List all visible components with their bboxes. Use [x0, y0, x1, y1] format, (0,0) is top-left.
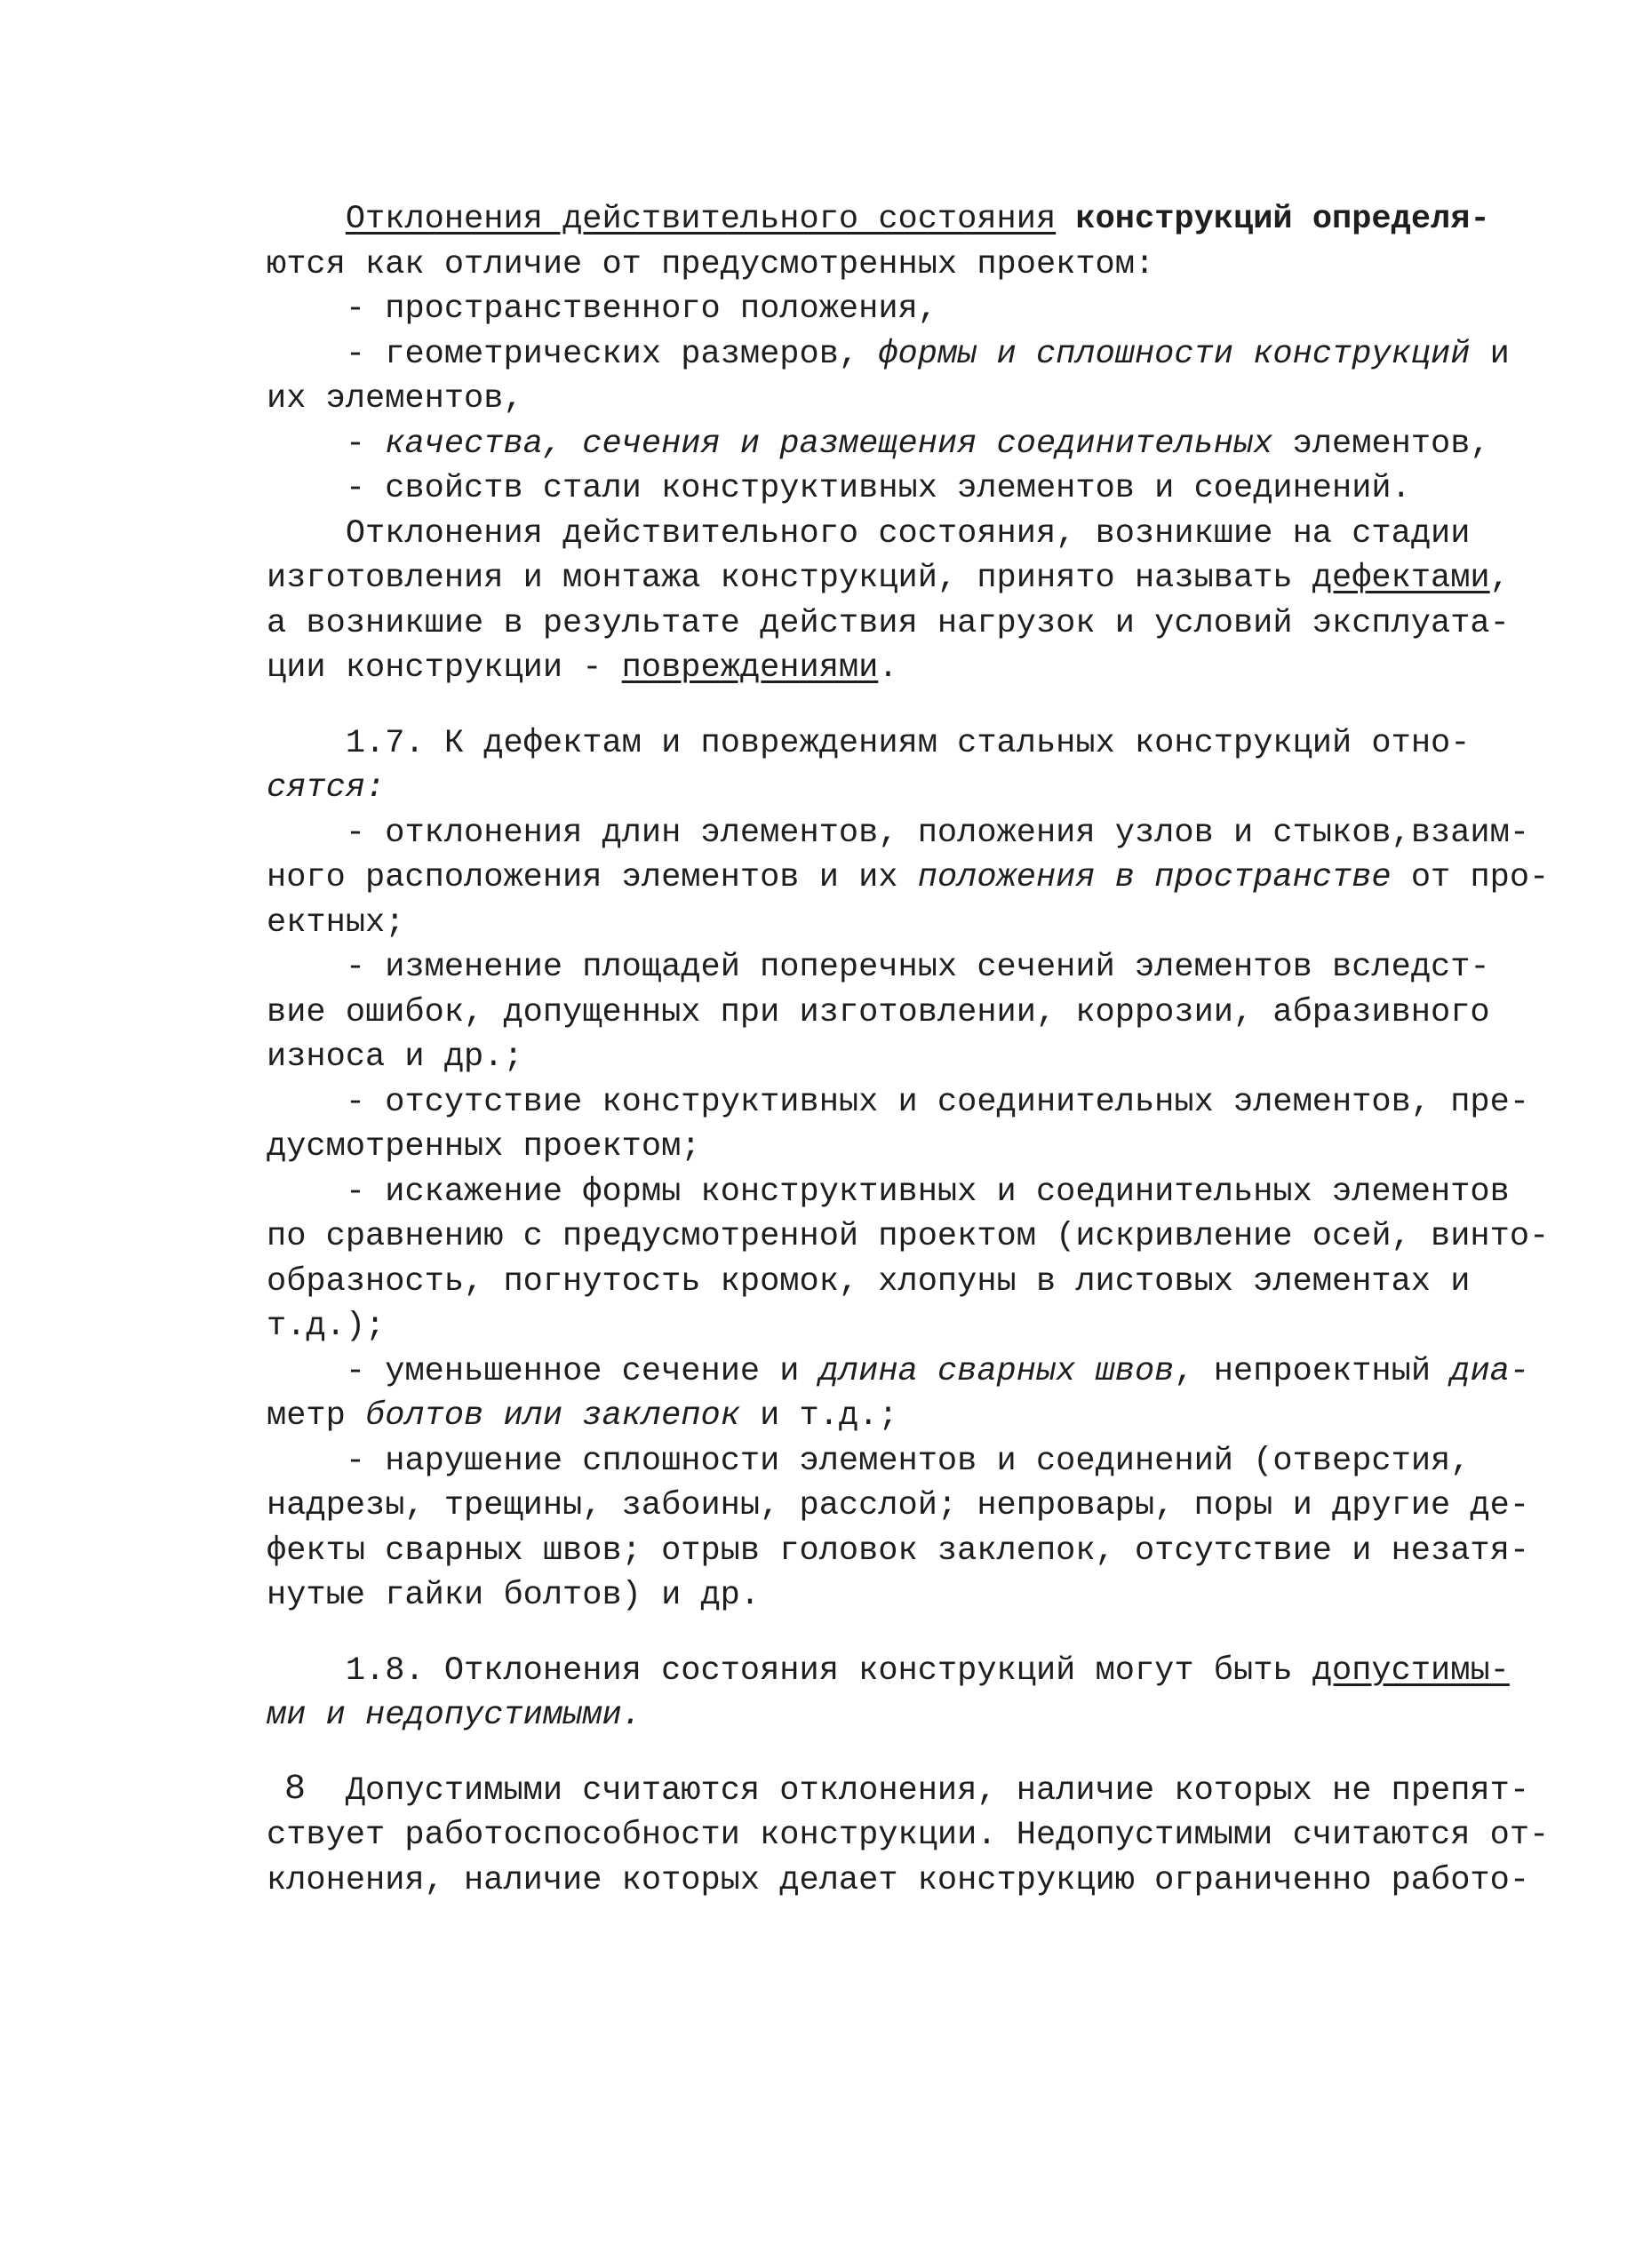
text-segment: - отсутствие конструктивных и соединительных элементов, пре-	[345, 1083, 1530, 1121]
text-line	[267, 1394, 1466, 1439]
text-line	[267, 1080, 1530, 1126]
text-line	[267, 1573, 1466, 1619]
text-segment: клонения, наличие которых делает конструкцию ограниченно работо-	[267, 1861, 1530, 1899]
text-segment: образность, погнутость кромок, хлопуны в листовых элементах и	[267, 1262, 1471, 1301]
text-segment: положения в пространстве	[917, 859, 1392, 896]
text-segment: дусмотренных проектом;	[267, 1128, 701, 1166]
text-segment: ствует работоспособности конструкции. Недопустимыми считаются от-	[267, 1817, 1550, 1854]
text-segment: ектных;	[267, 903, 405, 942]
text-line	[267, 1693, 1466, 1739]
text-segment: качества, сечения и размещения соединительных	[385, 425, 1273, 463]
text-segment: Отклонения действительного состояния	[345, 201, 1057, 238]
text-segment: допустимы-	[1312, 1651, 1510, 1690]
text-line	[267, 1439, 1471, 1484]
text-line	[267, 811, 1530, 856]
text-segment: ются как отличие от предусмотренных проектом:	[267, 245, 1155, 283]
text-line	[267, 422, 1490, 467]
text-line	[267, 512, 1471, 557]
text-segment: фекты сварных швов; отрыв головок заклепок, отсутствие и незатя-	[267, 1532, 1530, 1570]
text-line	[267, 646, 1466, 691]
body-text	[267, 197, 1550, 1903]
text-segment: ции конструкции -	[267, 649, 622, 687]
text-segment: - пространственного положения,	[345, 290, 937, 328]
text-line	[267, 1125, 1466, 1170]
text-segment: 1.8. Отклонения состояния конструкций могут быть	[345, 1651, 1312, 1690]
text-segment: а возникшие в результате действия нагрузок и условий эксплуата-	[267, 604, 1510, 642]
text-segment: диа-	[1450, 1352, 1530, 1390]
text-line	[267, 1304, 1466, 1349]
text-segment: конструкций определя-	[1056, 201, 1490, 238]
text-segment: по сравнению с предусмотренной проектом (искривление осей, винто-	[267, 1218, 1550, 1255]
text-segment: .	[878, 649, 898, 687]
text-line	[267, 991, 1490, 1036]
page-number: 8	[284, 1770, 307, 1810]
text-line	[267, 466, 1466, 512]
text-segment: сятся:	[267, 769, 386, 807]
text-segment: - отклонения длин элементов, положения узлов и стыков,взаим-	[345, 814, 1530, 852]
text-segment: от про-	[1391, 859, 1550, 896]
text-segment: болтов или заклепок	[365, 1397, 740, 1435]
text-segment: надрезы, трещины, забоины, расслой; непровары, поры и другие де-	[267, 1487, 1530, 1524]
text-segment: формы и сплошности конструкций	[878, 335, 1471, 373]
text-segment: их элементов,	[267, 380, 523, 418]
text-line	[267, 1858, 1530, 1904]
text-line	[267, 1035, 1466, 1080]
text-segment: - геометрических размеров,	[345, 335, 879, 373]
text-line	[267, 243, 1466, 288]
text-segment: Отклонения действительного состояния, возникшие на стадии	[345, 514, 1471, 553]
text-segment: - уменьшенное сечение и	[345, 1352, 819, 1390]
text-segment: вие ошибок, допущенных при изготовлении, коррозии, абразивного	[267, 993, 1490, 1031]
text-line	[267, 556, 1510, 601]
text-segment: - изменение площадей поперечных сечений элементов вследст-	[345, 949, 1490, 986]
text-line	[267, 1260, 1471, 1305]
paragraph-gap	[267, 691, 1466, 721]
text-line	[267, 901, 1466, 946]
text-line	[267, 1529, 1530, 1574]
text-segment: ми и недопустимыми.	[267, 1697, 642, 1734]
text-segment: дефектами	[1312, 560, 1490, 597]
text-segment: т.д.);	[267, 1308, 386, 1345]
text-line	[267, 377, 1466, 422]
text-line	[267, 766, 1466, 811]
paragraph-gap	[267, 1739, 1466, 1769]
text-line	[267, 1170, 1510, 1215]
text-segment: ,	[1489, 560, 1510, 597]
text-segment: метр	[267, 1397, 366, 1435]
text-line	[267, 601, 1510, 647]
text-line	[267, 332, 1510, 378]
text-segment: изготовления и монтажа конструкций, принято называть	[267, 560, 1312, 597]
text-segment: , непроектный	[1174, 1352, 1451, 1390]
text-line	[267, 1649, 1510, 1694]
text-line	[267, 1484, 1530, 1529]
text-line	[267, 1349, 1530, 1395]
text-line	[267, 945, 1490, 991]
text-segment: нутые гайки болтов) и др.	[267, 1577, 761, 1614]
text-segment: 1.7. К дефектам и повреждениям стальных конструкций отно-	[345, 724, 1471, 762]
text-segment: - свойств стали конструктивных элементов и соединений.	[345, 470, 1411, 507]
text-segment: и т.д.;	[739, 1397, 898, 1435]
text-segment: элементов,	[1272, 425, 1490, 463]
text-segment: длина сварных швов	[818, 1352, 1175, 1390]
text-segment: Допустимыми считаются отклонения, наличие которых не препят-	[345, 1771, 1530, 1810]
text-line	[267, 721, 1471, 767]
text-line	[267, 287, 1466, 332]
text-segment: - нарушение сплошности элементов и соединений (отверстия,	[345, 1442, 1471, 1480]
text-segment: -	[345, 425, 386, 463]
text-line	[267, 1769, 1530, 1814]
paragraph-gap	[267, 1619, 1466, 1649]
text-segment: повреждениями	[621, 649, 879, 687]
text-segment: - искажение формы конструктивных и соединительных элементов	[345, 1173, 1510, 1211]
text-line	[267, 1214, 1550, 1260]
text-segment: и	[1470, 335, 1510, 373]
text-line	[267, 1813, 1550, 1858]
text-line	[267, 855, 1550, 901]
text-segment: ного расположения элементов и их	[267, 859, 918, 896]
text-segment: износа и др.;	[267, 1039, 523, 1076]
text-line	[267, 197, 1490, 243]
